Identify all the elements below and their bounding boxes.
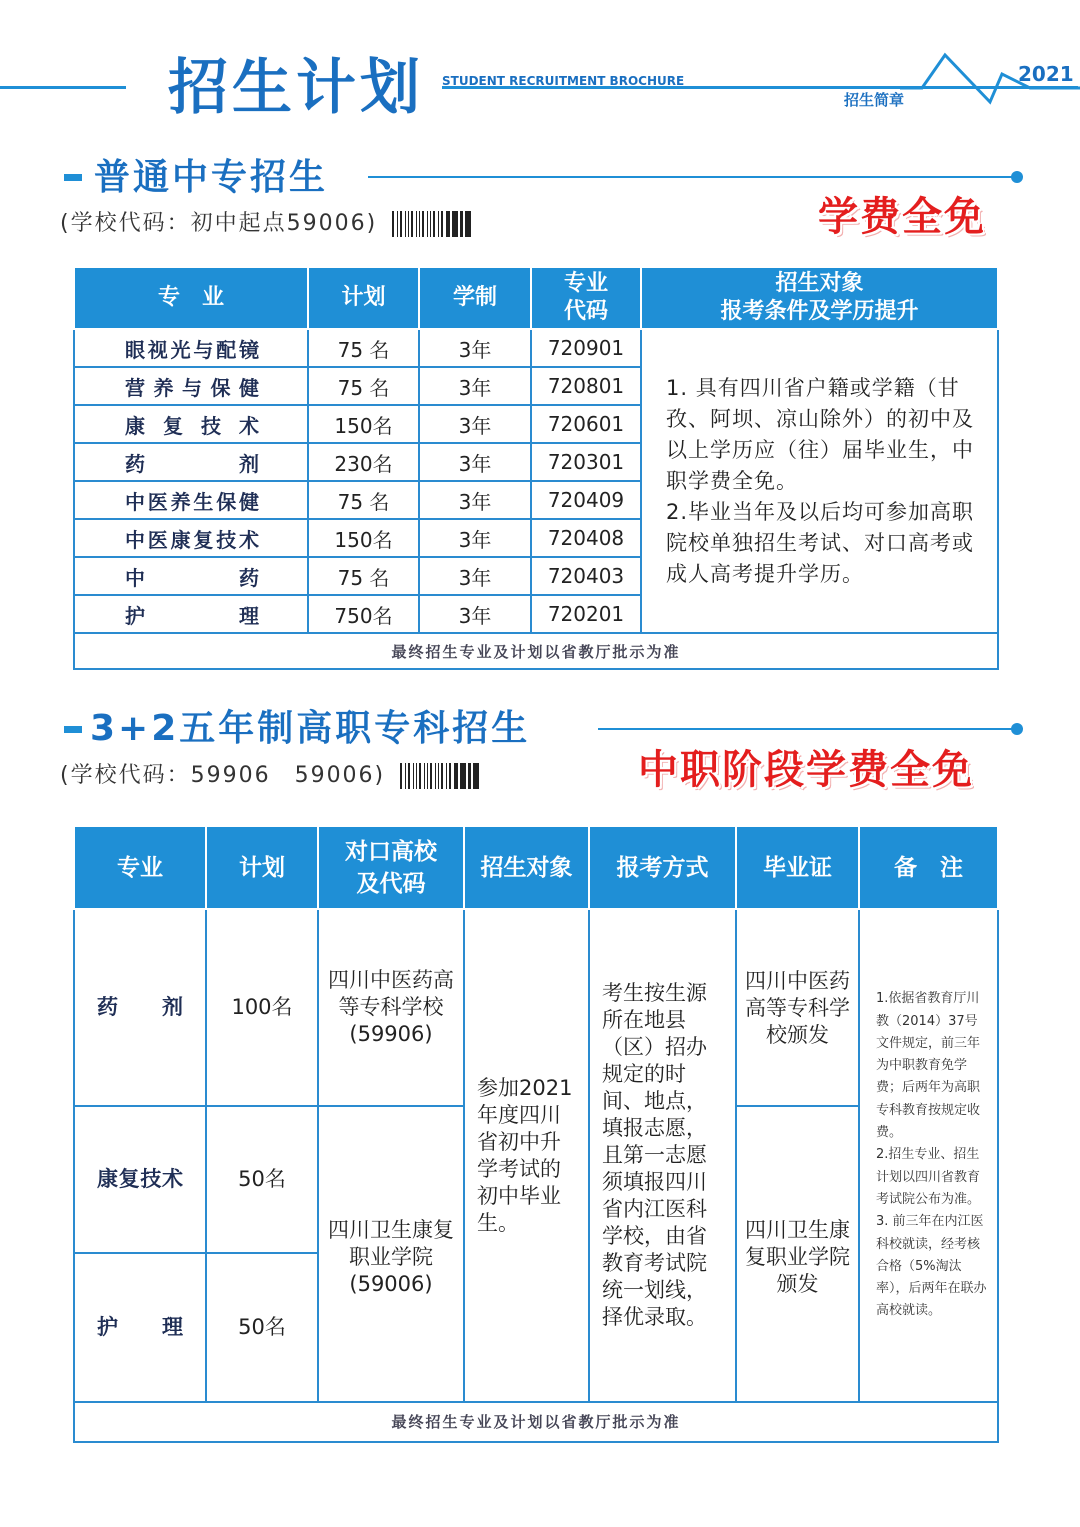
years-cell: 3年 <box>419 329 531 367</box>
col-notes-header: 备 注 <box>859 826 998 909</box>
table-footer-row <box>74 633 998 669</box>
major-cell: 护理 <box>74 595 308 633</box>
major-cell: 护理 <box>74 1253 206 1402</box>
section1-table-header-row <box>74 267 998 329</box>
years-cell: 3年 <box>419 443 531 481</box>
target-cell: 参加2021年度四川省初中升学考试的初中毕业生。 <box>464 909 589 1402</box>
header-year: 2021 <box>1018 62 1074 86</box>
col-code-header: 专业 代码 <box>531 267 641 329</box>
section1-title: 普通中专招生 <box>94 157 329 198</box>
table-row <box>74 329 998 367</box>
certificate-cell: 四川中医药高等专科学校颁发 <box>736 909 859 1106</box>
section2-rule-dot <box>1011 723 1023 735</box>
col-conditions-header: 招生对象 报考条件及学历提升 <box>641 267 998 329</box>
plan-cell: 50名 <box>206 1253 318 1402</box>
years-cell: 3年 <box>419 557 531 595</box>
plan-cell: 75 名 <box>308 329 419 367</box>
table-footnote: 最终招生专业及计划以省教厅批示为准 <box>74 1402 998 1442</box>
years-cell: 3年 <box>419 595 531 633</box>
header-subtitle-cn: 招生简章 <box>844 91 905 109</box>
col-certificate-header: 毕业证 <box>736 826 859 909</box>
section1-dash <box>64 174 82 181</box>
table-footnote: 最终招生专业及计划以省教厅批示为准 <box>74 633 998 669</box>
section2-code-text: (学校代码：59906 59006) <box>60 763 386 788</box>
col-plan-header: 计划 <box>206 826 318 909</box>
plan-cell: 75 名 <box>308 367 419 405</box>
plan-cell: 230名 <box>308 443 419 481</box>
major-cell: 眼视光与配镜 <box>74 329 308 367</box>
years-cell: 3年 <box>419 405 531 443</box>
table-row <box>74 909 998 1106</box>
conditions-cell: 1. 具有四川省户籍或学籍（甘孜、阿坝、凉山除外）的初中及以上学历应（往）届毕业生，中职学费全免。 2.毕业当年及以后均可参加高职院校单独招生考试、对口高考或成人高考提升学历。 <box>641 329 998 633</box>
section1-code-line <box>60 210 474 238</box>
section1-rule <box>368 176 1016 178</box>
plan-cell: 100名 <box>206 909 318 1106</box>
section2-title: 3+2五年制高职专科招生 <box>90 708 531 749</box>
notes-cell: 1.依据省教育厅川教（2014）37号文件规定，前三年为中职教育免学费；后两年为高职专科教育按规定收费。 2.招生专业、招生计划以四川省教育考试院公布为准。 3. 前三年在内江医科校就读，经考核合格（5%淘汰率），后两年在联办高校就读。 <box>859 909 998 1402</box>
col-target-header: 招生对象 <box>464 826 589 909</box>
section2-free-tuition-tag: 中职阶段学费全免 <box>638 747 974 793</box>
col-years-header: 学制 <box>419 267 531 329</box>
barcode-icon <box>400 763 482 789</box>
code-cell: 720403 <box>531 557 641 595</box>
years-cell: 3年 <box>419 481 531 519</box>
college-cell: 四川卫生康复职业学院(59006) <box>318 1106 464 1402</box>
code-cell: 720201 <box>531 595 641 633</box>
section2-table <box>73 825 999 1443</box>
code-cell: 720801 <box>531 367 641 405</box>
years-cell: 3年 <box>419 519 531 557</box>
certificate-cell: 四川卫生康复职业学院颁发 <box>736 1106 859 1402</box>
code-cell: 720301 <box>531 443 641 481</box>
section1-code-text: (学校代码：初中起点59006) <box>60 211 378 236</box>
college-cell: 四川中医药高等专科学校(59906) <box>318 909 464 1106</box>
col-plan-header: 计划 <box>308 267 419 329</box>
plan-cell: 150名 <box>308 405 419 443</box>
code-cell: 720408 <box>531 519 641 557</box>
col-method-header: 报考方式 <box>589 826 736 909</box>
plan-cell: 50名 <box>206 1106 318 1253</box>
code-cell: 720409 <box>531 481 641 519</box>
plan-cell: 75 名 <box>308 481 419 519</box>
section1-table <box>73 266 999 670</box>
code-cell: 720601 <box>531 405 641 443</box>
section2-table-header-row <box>74 826 998 909</box>
barcode-icon <box>392 211 474 237</box>
section2-code-line <box>60 762 482 790</box>
page-title: 招生计划 <box>168 53 424 123</box>
major-cell: 药剂 <box>74 443 308 481</box>
section2-rule <box>598 728 1016 730</box>
col-major-header: 专业 <box>74 826 206 909</box>
section1-rule-dot <box>1011 171 1023 183</box>
header-left-rule <box>0 86 126 89</box>
plan-cell: 150名 <box>308 519 419 557</box>
method-cell: 考生按生源所在地县（区）招办规定的时间、地点，填报志愿，且第一志愿须填报四川省内江医科学校，由省教育考试院统一划线，择优录取。 <box>589 909 736 1402</box>
col-college-header: 对口高校 及代码 <box>318 826 464 909</box>
col-major-header: 专 业 <box>74 267 308 329</box>
major-cell: 营养与保健 <box>74 367 308 405</box>
plan-cell: 750名 <box>308 595 419 633</box>
major-cell: 中医康复技术 <box>74 519 308 557</box>
major-cell: 康复技术 <box>74 405 308 443</box>
header-subtitle-en: STUDENT RECRUITMENT BROCHURE <box>442 74 685 88</box>
major-cell: 中药 <box>74 557 308 595</box>
major-cell: 药剂 <box>74 909 206 1106</box>
years-cell: 3年 <box>419 367 531 405</box>
plan-cell: 75 名 <box>308 557 419 595</box>
major-cell: 中医养生保健 <box>74 481 308 519</box>
table-footer-row <box>74 1402 998 1442</box>
code-cell: 720901 <box>531 329 641 367</box>
section1-free-tuition-tag: 学费全免 <box>818 194 986 240</box>
section2-dash <box>64 726 82 733</box>
major-cell: 康复技术 <box>74 1106 206 1253</box>
